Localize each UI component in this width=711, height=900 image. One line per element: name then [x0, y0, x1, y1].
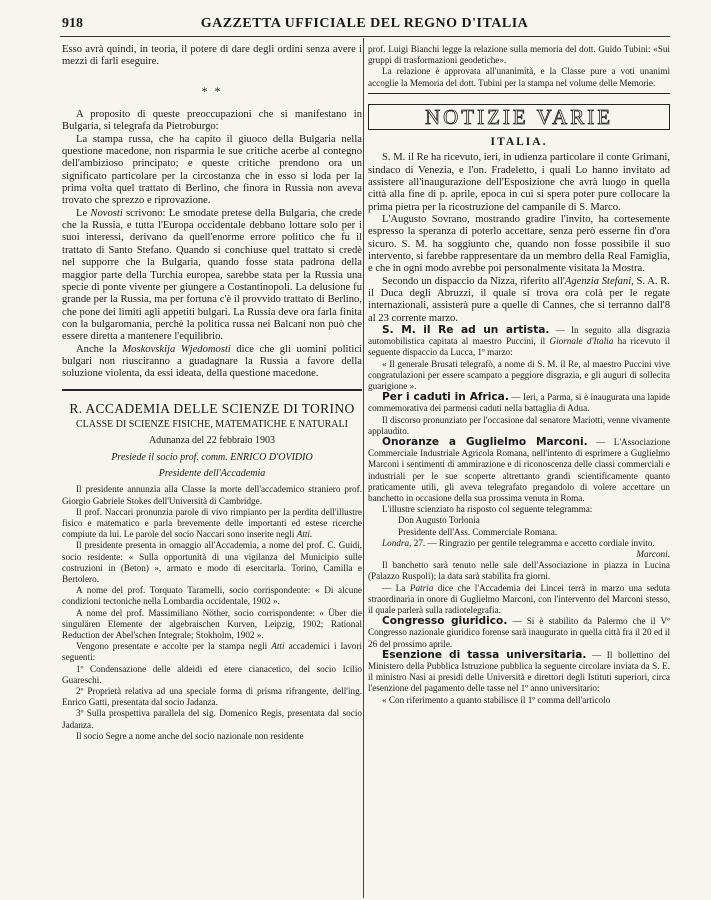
paragraph: A nome del prof. Massimiliano Nöther, socio corrispondente: « Über die singulären Elemente der algebraischen Kurven, Leipzig, 1902; Rational Reduction der Abel'schen Integrale; Stokholm, 1902 ».	[62, 607, 362, 640]
paragraph: Il prof. Naccari pronunzia parole di vivo rimpianto per la perdita dell'illustre fisico e matematico e parla brevemente delle importanti ed estese ricerche compiute da lui. Le parole del socio Naccari sono inserite negli Atti.	[62, 506, 362, 540]
paragraph: 2º Proprietà relativa ad una speciale forma di prisma rifrangente, dell'ing. Enrico Gatti, presentata dal socio Jadanza.	[62, 685, 362, 708]
notizie-varie-heading: NOTIZIE VARIE	[368, 104, 670, 130]
paragraph: Anche la Moskovskija Wjedomosti dice che gli uomini politici bulgari non riusciranno a guadagnare la Russia a favore della soluzione violenta, da essi ideata, della questione macedone.	[62, 343, 362, 380]
paragraph: prof. Luigi Bianchi legge la relazione sulla memoria del dott. Guido Tubini: «Sui gruppi di trasformazioni geodetiche».	[368, 44, 670, 66]
news-item: Per i caduti in Africa. — Ieri, a Parma, si è inaugurata una lapide commemorativa dei parmensi caduti nella battaglia di Adua.	[368, 391, 670, 414]
news-headline: Esenzione di tassa universitaria.	[382, 648, 587, 661]
paragraph: S. M. il Re ha ricevuto, ieri, in udienza particolare il conte Grimani, sindaco di Venezia, e l'on. Fradeletto, i quali Lo hanno invitato ad assistere all'inaugurazione dell'Esposizione che avrà luogo in quella città alla fine di p. aprile, epoca in cui si spera poter pure collocare la prima pietra per la ricostruzione del campanile di S. Marco.	[368, 152, 670, 213]
news-item: Congresso giuridico. — Si è stabilito da Palermo che il Vº Congresso nazionale giuridico forense sarà inaugurato in quella città fra il 20 ed il 26 del prossimo aprile.	[368, 615, 670, 649]
paragraph: — La Patria dice che l'Accademia dei Lincei terrà in marzo una seduta straordinaria in onore di Guglielmo Marconi, con l'intervento del Marconi stesso, il quale parlerà sulla radiotelegrafia.	[368, 582, 670, 616]
news-headline: Per i caduti in Africa.	[382, 391, 509, 404]
section-stars: * *	[201, 83, 223, 98]
header-rule	[60, 36, 670, 37]
academy-title: R. ACCADEMIA DELLE SCIENZE DI TORINO	[69, 400, 355, 416]
news-headline: Congresso giuridico.	[382, 615, 508, 628]
academy-president: Presiede il socio prof. comm. ENRICO D'OVIDIO	[111, 451, 313, 463]
section-separator	[62, 389, 362, 391]
academy-date: Adunanza del 22 febbraio 1903	[148, 435, 276, 447]
news-headline: Onoranze a Guglielmo Marconi.	[382, 436, 588, 448]
right-column	[368, 44, 670, 706]
paragraph: Il presidente annunzia alla Classe la morte dell'accademico straniero prof. Giorgio Gabriele Stokes dell'Università di Cambridge.	[62, 484, 362, 506]
italia-heading: ITALIA.	[490, 135, 548, 148]
column-divider	[363, 38, 364, 898]
paragraph: L'Augusto Sovrano, mostrando gradire l'invito, ha cortesemente espresso la speranza di poterlo accettare, senza però esserne fin d'ora sicuro. S. M. ha soggiunto che, quando non fosse possibile il suo intervento, si farebbe rappresentare da un membro della Real Famiglia, e che in ogni modo avrebbe poi personalmente visitata la Mostra.	[368, 213, 670, 275]
page-number: 918	[62, 16, 83, 31]
paragraph: A nome del prof. Torquato Taramelli, socio corrispondente: « Di alcune condizioni tectoniche nella Lombardia occidentale, 1902 ».	[62, 585, 362, 607]
paragraph: 3º Sulla prospettiva parallela del sig. Domenico Regis, presentata dal socio Jadanza.	[62, 708, 362, 730]
paragraph: Il banchetto sarà tenuto nelle sale dell'Associazione in piazza in Lucina (Palazzo Ruspoli); la data sarà stabilita fra giorni.	[368, 560, 670, 582]
left-column	[62, 44, 362, 742]
paragraph: Le Novosti scrivono: Le smodate pretese della Bulgaria, che crede che la Russia, e tutta l'Europa occidentale debbano lottare solo per i suoi interessi, derivano da quell'enorme errore politico che fu il trattato di Santo Stefano. Quando si conchiuse quel trattato si credè nel supporre che la Bulgaria, quando fosse stata padrona della maggior parte della Turchia europea, sarebbe stata per la Russia una specie di ponte vivente per giungere a Costantinopoli. La delusione fu grande per la Russia, ma per fortuna c'è il provvido trattato di Berlino, che pone dei limiti agli appetiti bulgari. La Russia deve ora farla finita con la bulgaromania, perchè la politica russa nei Balcani non può che essere diretta a mantenere l'equilibrio.	[62, 207, 362, 343]
section-separator	[368, 93, 670, 94]
paragraph: Il discorso pronunziato per l'occasione dal senatore Mariotti, venne vivamente applaudito.	[368, 414, 670, 436]
paragraph: La relazione è approvata all'unanimità, e la Classe pure a voti unanimi accoglie la Memoria del dott. Tubini per la stampa nel volume delle Memorie.	[368, 66, 670, 88]
telegram-recipient-title: Presidente dell'Ass. Commerciale Romana.	[398, 526, 558, 537]
paragraph: L'illustre scienziato ha risposto col seguente telegramma:	[382, 504, 593, 515]
newspaper-title: GAZZETTA UFFICIALE DEL REGNO D'ITALIA	[200, 16, 529, 31]
paragraph: A proposito di queste preoccupazioni che si manifestano in Bulgaria, si telegrafa da Pietroburgo:	[62, 109, 362, 133]
news-item: Onoranze a Guglielmo Marconi. — L'Associazione Commerciale Industriale Agricola Romana, nell'intento di esprimere a Guglielmo Marconi i sentimenti di ammirazione e di riconoscenza delle classi commerciali e industriali per le sue scoperte altrettanto grandi scientificamente quanto praticamente utili, gli aveva telegrafato pregandolo di volere accettare un banchetto in occasione della sua prossima venuta in Roma.	[368, 436, 670, 504]
paragraph: Il presidente presenta in omaggio all'Accademia, a nome del prof. C. Guidi, socio residente: « Sulla opportunità di una vigilanza del Municipio sulle costruzioni in (Beton) », armato e modo di esercitarla. Torino, Camilla e Bertolero.	[62, 540, 362, 584]
paragraph: « Il generale Brusati telegrafò, a nome di S. M. il Re, al maestro Puccini vive congratulazioni per essere scampato a peggiore disgrazia, e gli auguri di sollecita guarigione ».	[368, 358, 670, 391]
page-header	[62, 12, 667, 34]
paragraph: La stampa russa, che ha capito il giuoco della Bulgaria nella questione macedone, non risparmia le sue critiche acerbe al contegno dell'ambizioso principato; e queste critiche prendono ora un significato particolare per la circostanza che in esso si loda per la prima volta quel trattato di Berlino, che finora in Russia non aveva trovato che sprezzo e riprovazione.	[62, 133, 362, 207]
telegram-recipient: Don Augusto Torlonia	[398, 515, 480, 526]
telegram-text: Londra, 27. — Ringrazio per gentile telegramma e accetto cordiale invito.	[382, 537, 655, 548]
paragraph: Il socio Segre a nome anche del socio nazionale non residente	[76, 730, 304, 741]
news-headline: S. M. il Re ad un artista.	[382, 323, 550, 336]
telegram-signature: Marconi.	[636, 549, 670, 560]
academy-president-title: Presidente dell'Accademia	[158, 467, 266, 479]
news-item: S. M. il Re ad un artista. — In seguito alla disgrazia automobilistica capitata al maestro Puccini, il Giornale d'Italia ha ricevuto il seguente dispaccio da Lucca, 1º marzo:	[368, 323, 670, 358]
paragraph: « Con riferimento a quanto stabilisce il 1º comma dell'articolo	[382, 694, 611, 705]
paragraph: Esso avrà quindi, in teoria, il potere di dare degli ordini senza avere i mezzi di farli eseguire.	[62, 44, 362, 68]
academy-class: CLASSE DI SCIENZE FISICHE, MATEMATICHE E NATURALI	[76, 418, 348, 430]
news-item: Esenzione di tassa universitaria. — Il bollettino del Ministero della Pubblica Istruzione pubblica la seguente circolare inviata da S. E. il ministro Nasi ai presidi delle Università e direttori degli Istituti superiori, circa l'esenzione del pagamento delle tasse nel 1º anno universitario:	[368, 648, 670, 694]
paragraph: Vengono presentate e accolte per la stampa negli Atti accademici i lavori seguenti:	[62, 641, 362, 663]
paragraph: 1º Condensazione delle aldeidi ed etere cianacetico, del socio Icilio Guareschi.	[62, 663, 362, 685]
paragraph: Secondo un dispaccio da Nizza, riferito all'Agenzia Stefani, S. A. R. il Duca degli Abruzzi, il quale si trova ora colà per le regate internazionali, assisterà pure a quelle di Cannes, che si terranno dall'8 al 23 corrente marzo.	[368, 275, 671, 324]
